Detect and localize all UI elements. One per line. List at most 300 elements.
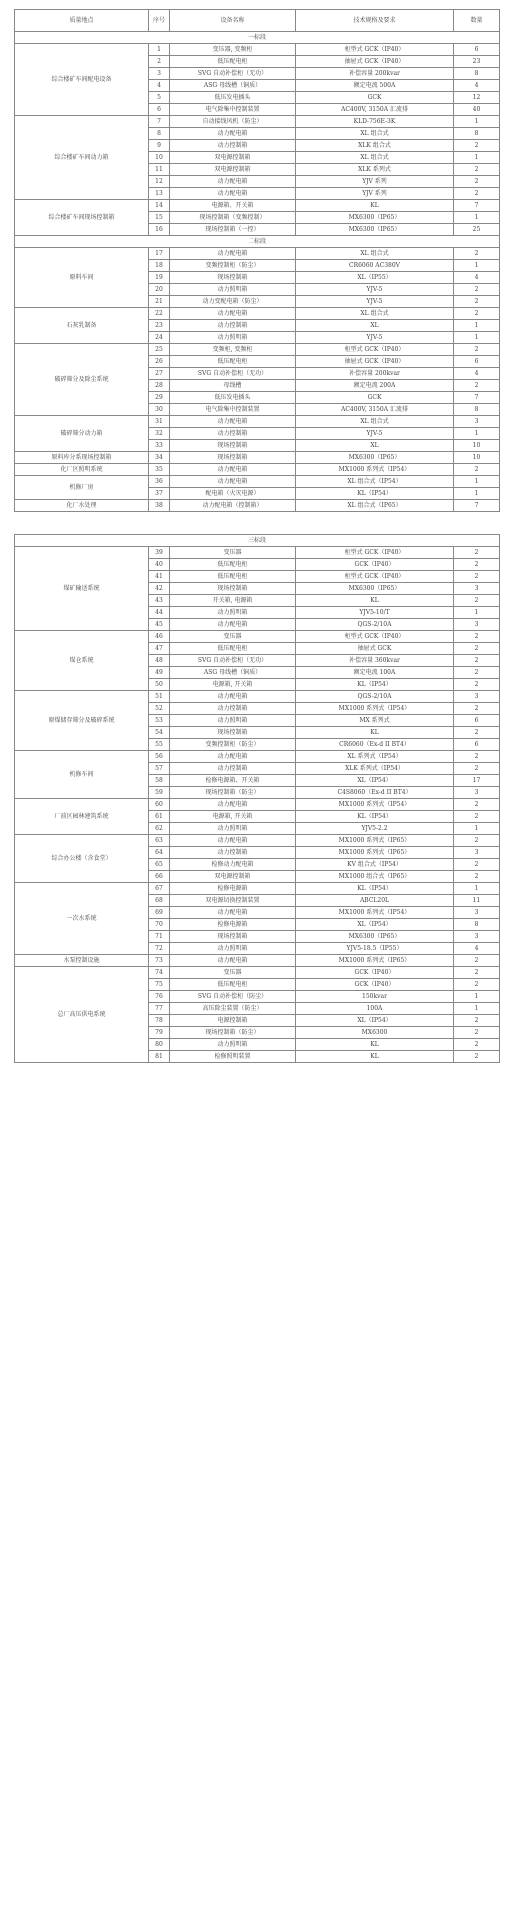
- table-row: [15, 116, 500, 128]
- quantity-cell: 2: [454, 679, 500, 691]
- quantity-cell: 4: [454, 272, 500, 284]
- equipment-name-cell: 双电源控制箱: [170, 871, 296, 883]
- quantity-cell: 3: [454, 907, 500, 919]
- number-cell: 53: [149, 715, 170, 727]
- number-cell: 62: [149, 823, 170, 835]
- quantity-cell: 2: [454, 296, 500, 308]
- equipment-name-cell: SVG 自动补偿柜（防尘）: [170, 991, 296, 1003]
- equipment-table: [14, 9, 500, 1063]
- number-cell: 54: [149, 727, 170, 739]
- number-cell: 69: [149, 907, 170, 919]
- specification-cell: KL: [296, 200, 454, 212]
- quantity-cell: 2: [454, 595, 500, 607]
- quantity-cell: 2: [454, 176, 500, 188]
- quantity-cell: 3: [454, 619, 500, 631]
- specification-cell: QGS-2/10A: [296, 619, 454, 631]
- specification-cell: YJV-5: [296, 428, 454, 440]
- number-cell: 27: [149, 368, 170, 380]
- quantity-cell: 2: [454, 1039, 500, 1051]
- equipment-name-cell: 高压除尘装置（防尘）: [170, 1003, 296, 1015]
- specification-cell: GCK（IP40）: [296, 979, 454, 991]
- equipment-name-cell: 配电箱（火灾电源）: [170, 488, 296, 500]
- number-cell: 63: [149, 835, 170, 847]
- equipment-name-cell: 变频控制柜（防尘）: [170, 739, 296, 751]
- quantity-cell: 8: [454, 128, 500, 140]
- specification-cell: C4S8060（Ex-d II BT4）: [296, 787, 454, 799]
- quantity-cell: 40: [454, 104, 500, 116]
- specification-cell: CR6060（Ex-d II BT4）: [296, 739, 454, 751]
- number-cell: 24: [149, 332, 170, 344]
- specification-cell: 柜型式 GCK（IP40）: [296, 571, 454, 583]
- specification-cell: MX1000 系列式（IP65）: [296, 835, 454, 847]
- table-row: [15, 464, 500, 476]
- specification-cell: 抽屉式 GCK（IP40）: [296, 56, 454, 68]
- equipment-name-cell: 低压配电柜: [170, 571, 296, 583]
- equipment-name-cell: 现场控制箱（一控）: [170, 224, 296, 236]
- specification-cell: YJV5-2.2: [296, 823, 454, 835]
- specification-cell: XL 组合式: [296, 152, 454, 164]
- equipment-name-cell: 动力配电箱（控制箱）: [170, 500, 296, 512]
- equipment-name-cell: 检修照明装置: [170, 1051, 296, 1063]
- quantity-cell: 2: [454, 799, 500, 811]
- quantity-cell: 2: [454, 1015, 500, 1027]
- equipment-name-cell: 动力配电箱: [170, 907, 296, 919]
- number-cell: 50: [149, 679, 170, 691]
- equipment-name-cell: 双电源切换控制装置: [170, 895, 296, 907]
- quantity-cell: 2: [454, 284, 500, 296]
- number-cell: 14: [149, 200, 170, 212]
- equipment-name-cell: 动力控制箱: [170, 320, 296, 332]
- specification-cell: XLK 系列式（IP54）: [296, 763, 454, 775]
- specification-cell: XL 组合式（IP54）: [296, 476, 454, 488]
- quantity-cell: 10: [454, 440, 500, 452]
- location-cell: 煤矿输送系统: [15, 547, 149, 631]
- specification-cell: YJV 系列: [296, 188, 454, 200]
- number-cell: 15: [149, 212, 170, 224]
- quantity-cell: 23: [454, 56, 500, 68]
- quantity-cell: 3: [454, 416, 500, 428]
- specification-cell: MX6300（IP65）: [296, 452, 454, 464]
- number-cell: 59: [149, 787, 170, 799]
- table-row: [15, 452, 500, 464]
- quantity-cell: 2: [454, 835, 500, 847]
- equipment-name-cell: 动力配电箱: [170, 248, 296, 260]
- equipment-name-cell: ASG 母线槽（铜质）: [170, 80, 296, 92]
- number-cell: 74: [149, 967, 170, 979]
- quantity-cell: 1: [454, 332, 500, 344]
- number-cell: 9: [149, 140, 170, 152]
- location-cell: 机修厂房: [15, 476, 149, 500]
- number-cell: 66: [149, 871, 170, 883]
- number-cell: 10: [149, 152, 170, 164]
- specification-cell: MX1000 系列式（IP65）: [296, 847, 454, 859]
- specification-cell: ABCL20L: [296, 895, 454, 907]
- table-row: [15, 835, 500, 847]
- table-row: [15, 200, 500, 212]
- specification-cell: XL 组合式（IP65）: [296, 500, 454, 512]
- quantity-cell: 2: [454, 727, 500, 739]
- quantity-cell: 2: [454, 955, 500, 967]
- quantity-cell: 1: [454, 488, 500, 500]
- quantity-cell: 4: [454, 368, 500, 380]
- number-cell: 61: [149, 811, 170, 823]
- specification-cell: MX1000 组合式（IP65）: [296, 871, 454, 883]
- equipment-name-cell: 电源箱, 开关箱: [170, 811, 296, 823]
- equipment-name-cell: 现场控制箱: [170, 452, 296, 464]
- location-cell: 总厂高压供电系统: [15, 967, 149, 1063]
- equipment-name-cell: 变压器: [170, 967, 296, 979]
- specification-cell: YJV-5: [296, 296, 454, 308]
- quantity-cell: 6: [454, 356, 500, 368]
- specification-cell: XL 组合式: [296, 128, 454, 140]
- equipment-name-cell: 电气除集中控制装置: [170, 404, 296, 416]
- number-cell: 33: [149, 440, 170, 452]
- specification-cell: MX1000 系列式（IP54）: [296, 703, 454, 715]
- number-cell: 70: [149, 919, 170, 931]
- number-cell: 45: [149, 619, 170, 631]
- location-cell: 综合楼矿车间动力箱: [15, 116, 149, 200]
- equipment-name-cell: 低压发电插头: [170, 392, 296, 404]
- section-title: 二标段: [15, 236, 500, 248]
- table-row: [15, 476, 500, 488]
- table-row: [15, 248, 500, 260]
- quantity-cell: 2: [454, 140, 500, 152]
- location-cell: 破碎筛分动力箱: [15, 416, 149, 452]
- quantity-cell: 6: [454, 715, 500, 727]
- specification-cell: KL（IP54）: [296, 811, 454, 823]
- equipment-name-cell: 检修电源箱、开关箱: [170, 775, 296, 787]
- table-row: [15, 344, 500, 356]
- specification-cell: YJV 系列: [296, 176, 454, 188]
- header-location: 质量地点: [15, 10, 149, 32]
- location-cell: 石灰乳制备: [15, 308, 149, 344]
- equipment-name-cell: 动力配电箱: [170, 955, 296, 967]
- table-row: [15, 500, 500, 512]
- specification-cell: MX 系列式: [296, 715, 454, 727]
- specification-cell: 抽屉式 GCK（IP40）: [296, 356, 454, 368]
- number-cell: 25: [149, 344, 170, 356]
- specification-cell: QGS-2/10A: [296, 691, 454, 703]
- number-cell: 57: [149, 763, 170, 775]
- equipment-name-cell: ASG 母线槽（铜质）: [170, 667, 296, 679]
- header-number: 序号: [149, 10, 170, 32]
- number-cell: 58: [149, 775, 170, 787]
- specification-cell: XL（IP55）: [296, 272, 454, 284]
- section-row: [15, 32, 500, 44]
- number-cell: 21: [149, 296, 170, 308]
- number-cell: 22: [149, 308, 170, 320]
- specification-cell: XL: [296, 320, 454, 332]
- equipment-name-cell: 现场控制箱: [170, 272, 296, 284]
- specification-cell: XL 组合式: [296, 308, 454, 320]
- quantity-cell: 1: [454, 428, 500, 440]
- equipment-name-cell: 动力控制箱: [170, 763, 296, 775]
- equipment-name-cell: 动力控制箱: [170, 428, 296, 440]
- equipment-name-cell: 低压发电插头: [170, 92, 296, 104]
- specification-cell: XLK 系列式: [296, 164, 454, 176]
- quantity-cell: 2: [454, 464, 500, 476]
- specification-cell: YJV5-18.5（IP55）: [296, 943, 454, 955]
- quantity-cell: 7: [454, 392, 500, 404]
- number-cell: 68: [149, 895, 170, 907]
- quantity-cell: 1: [454, 883, 500, 895]
- equipment-name-cell: 变压器: [170, 631, 296, 643]
- specification-cell: XLK 组合式: [296, 140, 454, 152]
- number-cell: 52: [149, 703, 170, 715]
- specification-cell: KL（IP54）: [296, 679, 454, 691]
- location-cell: 一次水系统: [15, 883, 149, 955]
- specification-cell: AC400V, 3150A 汇流排: [296, 104, 454, 116]
- specification-cell: KL: [296, 595, 454, 607]
- quantity-cell: 2: [454, 559, 500, 571]
- equipment-name-cell: 动力控制箱: [170, 847, 296, 859]
- number-cell: 64: [149, 847, 170, 859]
- quantity-cell: 8: [454, 68, 500, 80]
- location-cell: 原料车间: [15, 248, 149, 308]
- location-cell: 原煤储存筛分及破碎系统: [15, 691, 149, 751]
- equipment-name-cell: SVG 自动补偿柜（无功）: [170, 655, 296, 667]
- location-cell: 厂前区园林建筑系统: [15, 799, 149, 835]
- specification-cell: XL（IP54）: [296, 919, 454, 931]
- specification-cell: XL 系列式（IP54）: [296, 751, 454, 763]
- number-cell: 7: [149, 116, 170, 128]
- quantity-cell: 1: [454, 476, 500, 488]
- number-cell: 28: [149, 380, 170, 392]
- quantity-cell: 6: [454, 44, 500, 56]
- specification-cell: KL: [296, 727, 454, 739]
- specification-cell: XL（IP54）: [296, 775, 454, 787]
- specification-cell: 补偿容量 200kvar: [296, 368, 454, 380]
- number-cell: 20: [149, 284, 170, 296]
- equipment-name-cell: 变频柜, 变频柜: [170, 344, 296, 356]
- specification-cell: 100A: [296, 1003, 454, 1015]
- quantity-cell: 12: [454, 92, 500, 104]
- table-row: [15, 631, 500, 643]
- quantity-cell: 2: [454, 811, 500, 823]
- table-row: [15, 883, 500, 895]
- equipment-name-cell: 检修电源箱: [170, 919, 296, 931]
- location-cell: 机修车间: [15, 751, 149, 799]
- table-row: [15, 547, 500, 559]
- location-cell: 综合楼矿车间现场控制箱: [15, 200, 149, 236]
- specification-cell: XL 组合式: [296, 248, 454, 260]
- location-cell: 水泵控制设施: [15, 955, 149, 967]
- quantity-cell: 1: [454, 823, 500, 835]
- equipment-name-cell: 现场控制箱: [170, 583, 296, 595]
- section-gap: [15, 512, 500, 535]
- quantity-cell: 2: [454, 380, 500, 392]
- number-cell: 17: [149, 248, 170, 260]
- specification-cell: 150kvar: [296, 991, 454, 1003]
- number-cell: 5: [149, 92, 170, 104]
- equipment-name-cell: 检修电源箱: [170, 883, 296, 895]
- table-row: [15, 691, 500, 703]
- location-cell: 煤仓系统: [15, 631, 149, 691]
- equipment-name-cell: 现场控制箱: [170, 727, 296, 739]
- quantity-cell: 2: [454, 308, 500, 320]
- number-cell: 47: [149, 643, 170, 655]
- equipment-name-cell: 动力照明箱: [170, 1039, 296, 1051]
- specification-cell: XL（IP54）: [296, 1015, 454, 1027]
- number-cell: 46: [149, 631, 170, 643]
- equipment-name-cell: 低压配电柜: [170, 559, 296, 571]
- specification-cell: YJV-5: [296, 332, 454, 344]
- specification-cell: KL（IP54）: [296, 883, 454, 895]
- number-cell: 79: [149, 1027, 170, 1039]
- number-cell: 40: [149, 559, 170, 571]
- equipment-name-cell: 动力配电箱: [170, 128, 296, 140]
- equipment-name-cell: 动力照明箱: [170, 332, 296, 344]
- equipment-name-cell: 双电源控制箱: [170, 164, 296, 176]
- specification-cell: MX1000 系列式（IP54）: [296, 799, 454, 811]
- specification-cell: XL: [296, 440, 454, 452]
- quantity-cell: 1: [454, 212, 500, 224]
- equipment-name-cell: 动力配电箱: [170, 308, 296, 320]
- quantity-cell: 17: [454, 775, 500, 787]
- quantity-cell: 2: [454, 967, 500, 979]
- specification-cell: GCK: [296, 92, 454, 104]
- table-row: [15, 955, 500, 967]
- gap-cell: [15, 512, 500, 535]
- specification-cell: KL: [296, 1039, 454, 1051]
- number-cell: 71: [149, 931, 170, 943]
- quantity-cell: 1: [454, 991, 500, 1003]
- specification-cell: MX6300（IP65）: [296, 583, 454, 595]
- specification-cell: AC400V, 3150A 汇流排: [296, 404, 454, 416]
- section-title: 一标段: [15, 32, 500, 44]
- equipment-name-cell: 动力配电箱: [170, 176, 296, 188]
- header-specification: 技术规格及要求: [296, 10, 454, 32]
- specification-cell: 抽屉式 GCK: [296, 643, 454, 655]
- number-cell: 49: [149, 667, 170, 679]
- number-cell: 36: [149, 476, 170, 488]
- number-cell: 3: [149, 68, 170, 80]
- quantity-cell: 2: [454, 703, 500, 715]
- equipment-name-cell: 变压器: [170, 547, 296, 559]
- quantity-cell: 7: [454, 500, 500, 512]
- specification-cell: KV 组合式（IP54）: [296, 859, 454, 871]
- specification-cell: KL: [296, 1051, 454, 1063]
- equipment-name-cell: 动力配电箱: [170, 751, 296, 763]
- table-row: [15, 799, 500, 811]
- quantity-cell: 3: [454, 931, 500, 943]
- specification-cell: MX1000 系列式（IP54）: [296, 464, 454, 476]
- specification-cell: GCK: [296, 392, 454, 404]
- specification-cell: 补偿容量 200kvar: [296, 68, 454, 80]
- table-body: [15, 32, 500, 1063]
- specification-cell: KL（IP54）: [296, 488, 454, 500]
- specification-cell: 柜型式 GCK（IP40）: [296, 344, 454, 356]
- quantity-cell: 2: [454, 871, 500, 883]
- header-quantity: 数量: [454, 10, 500, 32]
- specification-cell: 额定电流 100A: [296, 667, 454, 679]
- section-row: [15, 535, 500, 547]
- equipment-document: [14, 9, 499, 1063]
- number-cell: 8: [149, 128, 170, 140]
- quantity-cell: 2: [454, 344, 500, 356]
- number-cell: 80: [149, 1039, 170, 1051]
- quantity-cell: 7: [454, 200, 500, 212]
- quantity-cell: 2: [454, 751, 500, 763]
- number-cell: 73: [149, 955, 170, 967]
- quantity-cell: 6: [454, 739, 500, 751]
- location-cell: 化厂水处理: [15, 500, 149, 512]
- specification-cell: 柜型式 GCK（IP40）: [296, 631, 454, 643]
- location-cell: 破碎筛分及除尘系统: [15, 344, 149, 416]
- number-cell: 38: [149, 500, 170, 512]
- equipment-name-cell: 双电源控制箱: [170, 152, 296, 164]
- equipment-name-cell: 低压配电柜: [170, 979, 296, 991]
- equipment-name-cell: 自动接线风机（防尘）: [170, 116, 296, 128]
- quantity-cell: 2: [454, 1027, 500, 1039]
- number-cell: 44: [149, 607, 170, 619]
- table-header: [15, 10, 500, 32]
- equipment-name-cell: 动力配电箱: [170, 476, 296, 488]
- equipment-name-cell: 母线槽: [170, 380, 296, 392]
- specification-cell: MX1000 系列式（IP54）: [296, 907, 454, 919]
- specification-cell: KLD-756E-3K: [296, 116, 454, 128]
- equipment-name-cell: 低压配电柜: [170, 56, 296, 68]
- table-row: [15, 308, 500, 320]
- equipment-name-cell: 动力配电箱: [170, 416, 296, 428]
- number-cell: 29: [149, 392, 170, 404]
- equipment-name-cell: 变压器, 变频柜: [170, 44, 296, 56]
- specification-cell: YJV-5: [296, 284, 454, 296]
- number-cell: 13: [149, 188, 170, 200]
- equipment-name-cell: 低压配电柜: [170, 356, 296, 368]
- quantity-cell: 8: [454, 919, 500, 931]
- quantity-cell: 4: [454, 943, 500, 955]
- table-row: [15, 967, 500, 979]
- quantity-cell: 2: [454, 667, 500, 679]
- specification-cell: MX6300（IP65）: [296, 212, 454, 224]
- quantity-cell: 3: [454, 847, 500, 859]
- number-cell: 12: [149, 176, 170, 188]
- quantity-cell: 3: [454, 691, 500, 703]
- equipment-name-cell: 现场控制箱（防尘）: [170, 1027, 296, 1039]
- number-cell: 56: [149, 751, 170, 763]
- quantity-cell: 1: [454, 260, 500, 272]
- specification-cell: 柜型式 GCK（IP40）: [296, 547, 454, 559]
- number-cell: 51: [149, 691, 170, 703]
- number-cell: 2: [149, 56, 170, 68]
- quantity-cell: 2: [454, 164, 500, 176]
- number-cell: 76: [149, 991, 170, 1003]
- number-cell: 4: [149, 80, 170, 92]
- equipment-name-cell: SVG 自动补偿柜（无功）: [170, 68, 296, 80]
- equipment-name-cell: 动力照明箱: [170, 715, 296, 727]
- equipment-name-cell: 电源箱、开关箱: [170, 200, 296, 212]
- quantity-cell: 2: [454, 655, 500, 667]
- number-cell: 41: [149, 571, 170, 583]
- equipment-name-cell: 检修动力配电箱: [170, 859, 296, 871]
- number-cell: 72: [149, 943, 170, 955]
- specification-cell: 柜型式 GCK（IP40）: [296, 44, 454, 56]
- equipment-name-cell: 动力控制箱: [170, 140, 296, 152]
- specification-cell: YJV5-10/T: [296, 607, 454, 619]
- equipment-name-cell: 动力配电箱: [170, 464, 296, 476]
- equipment-name-cell: 动力控制箱: [170, 703, 296, 715]
- quantity-cell: 1: [454, 320, 500, 332]
- number-cell: 34: [149, 452, 170, 464]
- quantity-cell: 2: [454, 979, 500, 991]
- equipment-name-cell: 动力变配电箱（防尘）: [170, 296, 296, 308]
- number-cell: 16: [149, 224, 170, 236]
- number-cell: 30: [149, 404, 170, 416]
- equipment-name-cell: 电源控制箱: [170, 1015, 296, 1027]
- quantity-cell: 10: [454, 452, 500, 464]
- number-cell: 11: [149, 164, 170, 176]
